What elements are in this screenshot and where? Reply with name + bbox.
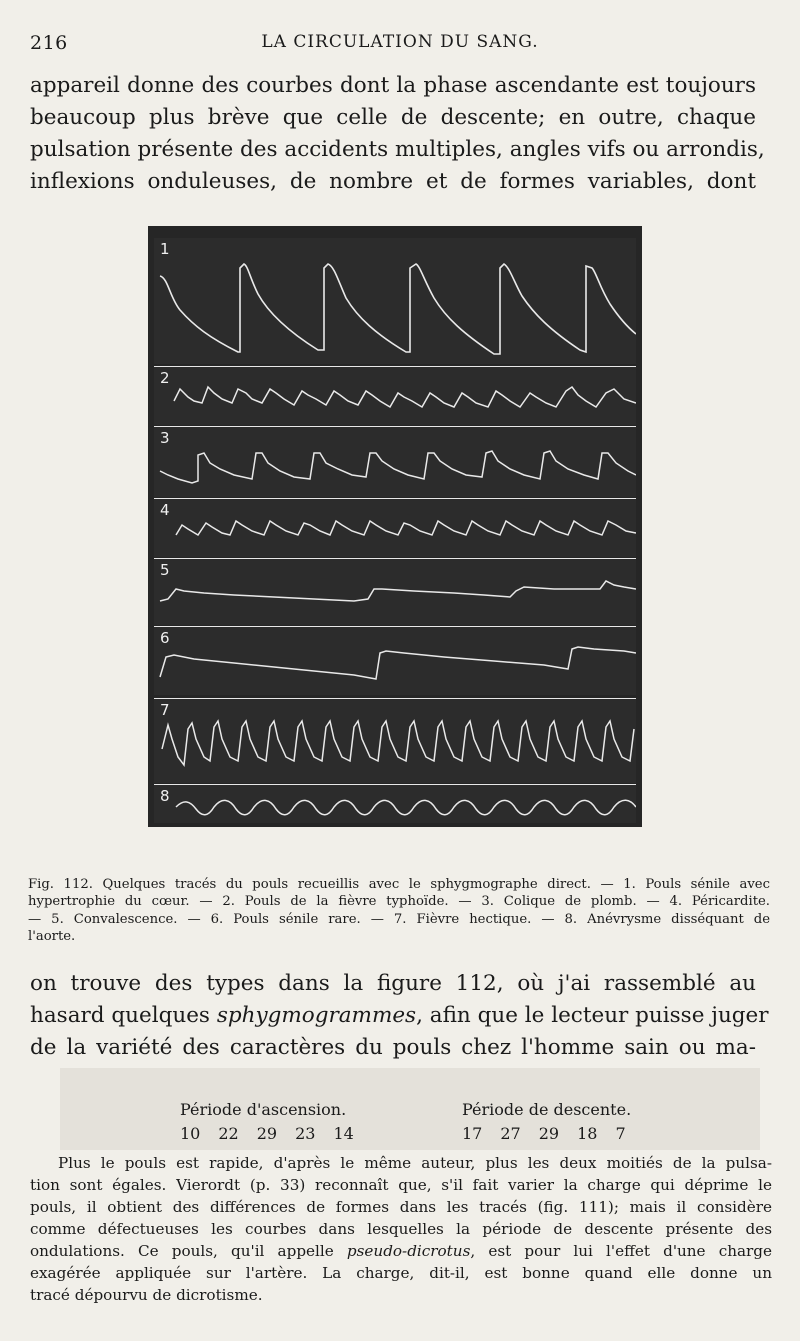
text-run: ondulations. Ce pouls, qu'il appelle xyxy=(30,1242,334,1260)
trace-number-2: 2 xyxy=(160,369,170,387)
text-line: on trouve des types dans la figure 112, où j'ai rassemblé au xyxy=(30,971,756,996)
descente-value: 18 xyxy=(577,1124,598,1143)
main-paragraph xyxy=(30,968,769,1064)
text-run: , est pour lui l'effet d'une charge xyxy=(470,1242,773,1260)
ascension-value: 29 xyxy=(256,1124,278,1143)
trace-strip-1 xyxy=(154,238,636,364)
text-line: tion sont égales. Vierordt (p. 33) reconnaît que, s'il fait varier la charge qui déprime le xyxy=(30,1176,772,1194)
pulse-trace-3 xyxy=(154,427,636,497)
text-line: Plus le pouls est rapide, d'après le même auteur, plus les deux moitiés de la pulsa- xyxy=(58,1154,772,1172)
trace-number-8: 8 xyxy=(160,787,170,805)
trace-number-6: 6 xyxy=(160,629,170,647)
intro-paragraph xyxy=(30,70,765,198)
pulse-trace-2 xyxy=(154,367,636,425)
text-line: pouls, il obtient des différences de formes dans les tracés (fig. 111); mais il considère xyxy=(30,1198,772,1216)
running-head: LA CIRCULATION DU SANG. xyxy=(261,32,539,52)
trace-strip-7 xyxy=(154,698,636,783)
text-line: comme défectueuses les courbes dans lesquelles la période de descente présente des xyxy=(30,1220,772,1238)
caption-line: hypertrophie du cœur. — 2. Pouls de la fièvre typhoïde. — 3. Colique de plomb. — 4. Péricardite. xyxy=(28,894,770,910)
pulse-trace-6 xyxy=(154,627,636,695)
text-line xyxy=(30,1240,772,1262)
trace-number-3: 3 xyxy=(160,429,170,447)
ascension-value: 10 xyxy=(180,1124,201,1143)
caption-line: l'aorte. xyxy=(28,929,76,945)
final-paragraph xyxy=(30,1152,772,1306)
descente-value: 17 xyxy=(462,1124,483,1143)
figure-112-sphygmograms xyxy=(148,226,642,827)
trace-number-4: 4 xyxy=(160,501,170,519)
ascension-column xyxy=(180,1098,372,1146)
trace-strip-5 xyxy=(154,558,636,625)
italic-term: pseudo-dicrotus xyxy=(346,1242,471,1260)
trace-strip-2 xyxy=(154,366,636,425)
descente-label: Période de descente. xyxy=(462,1100,632,1119)
descente-value: 29 xyxy=(538,1124,560,1143)
ascension-value: 22 xyxy=(218,1124,239,1143)
text-line xyxy=(30,1000,769,1032)
caption-line: Fig. 112. Quelques tracés du pouls recueillis avec le sphygmographe direct. — 1. Pouls sénile avec xyxy=(28,877,770,892)
ascension-value: 23 xyxy=(295,1124,316,1143)
pulse-trace-1 xyxy=(154,238,636,364)
text-line: tracé dépourvu de dicrotisme. xyxy=(30,1286,263,1304)
text-run: , afin que le lecteur puisse juger xyxy=(416,1003,769,1028)
ascension-value: 14 xyxy=(333,1124,354,1143)
text-run: hasard quelques xyxy=(30,1003,210,1028)
text-line: inflexions onduleuses, de nombre et de formes variables, dont xyxy=(30,169,756,194)
figure-caption xyxy=(28,876,770,946)
text-line: de la variété des caractères du pouls chez l'homme sain ou ma- xyxy=(30,1035,756,1060)
text-line: pulsation présente des accidents multiples, angles vifs ou arrondis, xyxy=(30,137,765,162)
pulse-trace-7 xyxy=(154,699,636,783)
text-line: beaucoup plus brève que celle de descente; en outre, chaque xyxy=(30,105,756,130)
ascension-values xyxy=(180,1122,372,1146)
pulse-trace-5 xyxy=(154,559,636,625)
descente-value: 27 xyxy=(500,1124,521,1143)
descente-values xyxy=(462,1122,644,1146)
trace-strip-4 xyxy=(154,498,636,557)
italic-term: sphygmogrammes xyxy=(216,1003,417,1028)
trace-number-1: 1 xyxy=(160,240,170,258)
descente-value: 7 xyxy=(615,1124,626,1143)
trace-number-7: 7 xyxy=(160,701,170,719)
caption-line: — 5. Convalescence. — 6. Pouls sénile rare. — 7. Fièvre hectique. — 8. Anévrysme disséquant de xyxy=(28,911,770,927)
ascension-label: Période d'ascension. xyxy=(180,1100,347,1119)
page-number: 216 xyxy=(30,32,68,54)
trace-number-5: 5 xyxy=(160,561,170,579)
trace-strip-8 xyxy=(154,784,636,823)
period-table xyxy=(60,1068,760,1150)
text-line: exagérée appliquée sur l'artère. La charge, dit-il, est bonne quand elle donne un xyxy=(30,1264,772,1282)
trace-strip-6 xyxy=(154,626,636,695)
text-line: appareil donne des courbes dont la phase ascendante est toujours xyxy=(30,73,756,98)
descente-column xyxy=(462,1098,644,1146)
pulse-trace-8 xyxy=(154,785,636,823)
pulse-trace-4 xyxy=(154,499,636,557)
page-header xyxy=(30,32,770,60)
trace-strip-3 xyxy=(154,426,636,497)
